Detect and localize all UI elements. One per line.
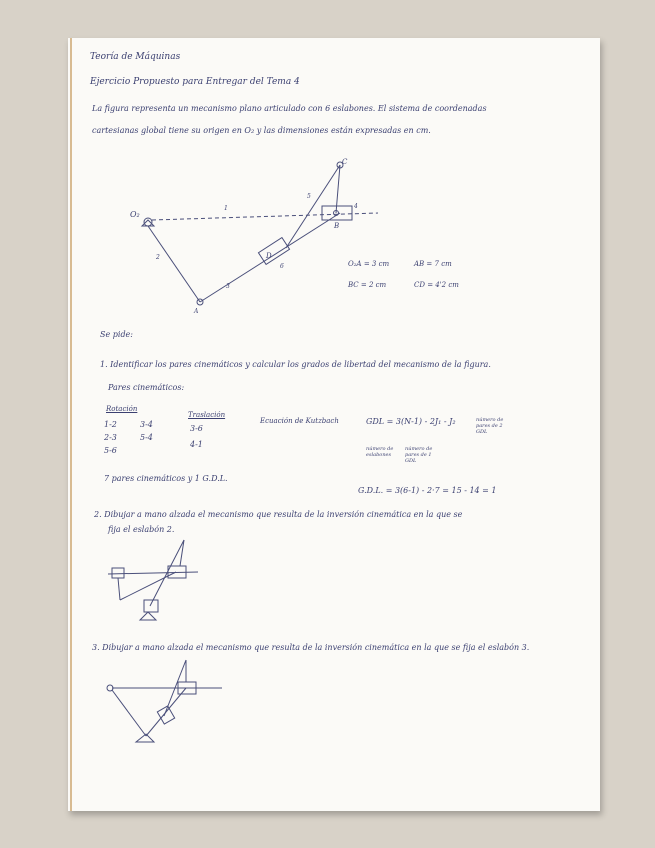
rot-pair-5-4: 5-4: [140, 433, 153, 442]
page-margin-line: [70, 38, 72, 811]
question-2-line-2: fija el eslabón 2.: [108, 525, 175, 534]
gdl-result: G.D.L. = 3(6-1) - 2·7 = 15 - 14 = 1: [358, 486, 497, 495]
rot-pair-1-2: 1-2: [104, 420, 117, 429]
label-link-6: 6: [280, 263, 284, 270]
note-n: número de eslabones: [366, 446, 394, 458]
label-link-2: 2: [156, 254, 160, 261]
note-j1: número de pares de 1 GDL: [405, 446, 433, 464]
se-pide-heading: Se pide:: [100, 330, 133, 339]
label-link-5: 5: [307, 193, 311, 200]
tras-pair-3-6: 3-6: [190, 424, 203, 433]
intro-line-2: cartesianas global tiene su origen en O₂ y las dimensiones están expresadas en cm.: [92, 126, 431, 135]
exercise-subtitle: Ejercicio Propuesto para Entregar del Tema 4: [90, 77, 300, 87]
label-b: B: [334, 222, 340, 230]
intro-line-1: La figura representa un mecanismo plano articulado con 6 eslabones. El sistema de coordenadas: [92, 104, 487, 113]
label-link-4: 4: [354, 203, 358, 210]
pairs-title: Pares cinemáticos:: [108, 383, 185, 392]
rot-pair-2-3: 2-3: [104, 433, 117, 442]
page-title: Teoría de Máquinas: [90, 52, 181, 62]
pairs-summary: 7 pares cinemáticos y 1 G.D.L.: [104, 474, 228, 483]
rotation-heading: Rotación: [106, 405, 138, 413]
tras-pair-4-1: 4-1: [190, 440, 203, 449]
rot-pair-3-4: 3-4: [140, 420, 153, 429]
dim-o2a: O₂A = 3 cm: [348, 260, 390, 268]
label-a: A: [194, 308, 199, 315]
note-j2: número de pares de 2 GDL: [476, 417, 504, 435]
label-d: D: [266, 252, 272, 260]
rot-pair-5-6: 5-6: [104, 446, 117, 455]
kutzbach-formula: GDL = 3(N-1) - 2J₁ - J₂: [366, 417, 456, 426]
label-link-3: 3: [226, 283, 230, 290]
dim-bc: BC = 2 cm: [348, 281, 387, 289]
translation-heading: Traslación: [188, 411, 226, 419]
label-o2: O₂: [130, 210, 140, 219]
question-3: 3. Dibujar a mano alzada el mecanismo que resulta de la inversión cinemática en la que se fija el eslabón 3.: [92, 643, 530, 652]
dim-cd: CD = 4'2 cm: [414, 281, 459, 289]
question-2-line-1: 2. Dibujar a mano alzada el mecanismo que resulta de la inversión cinemática en la que se: [94, 510, 463, 519]
label-c: C: [342, 158, 348, 166]
dim-ab: AB = 7 cm: [414, 260, 452, 268]
label-link-1: 1: [224, 205, 228, 212]
kutzbach-label: Ecuación de Kutzbach: [260, 417, 339, 425]
question-1: 1. Identificar los pares cinemáticos y calcular los grados de libertad del mecanismo de la figura.: [100, 360, 491, 369]
